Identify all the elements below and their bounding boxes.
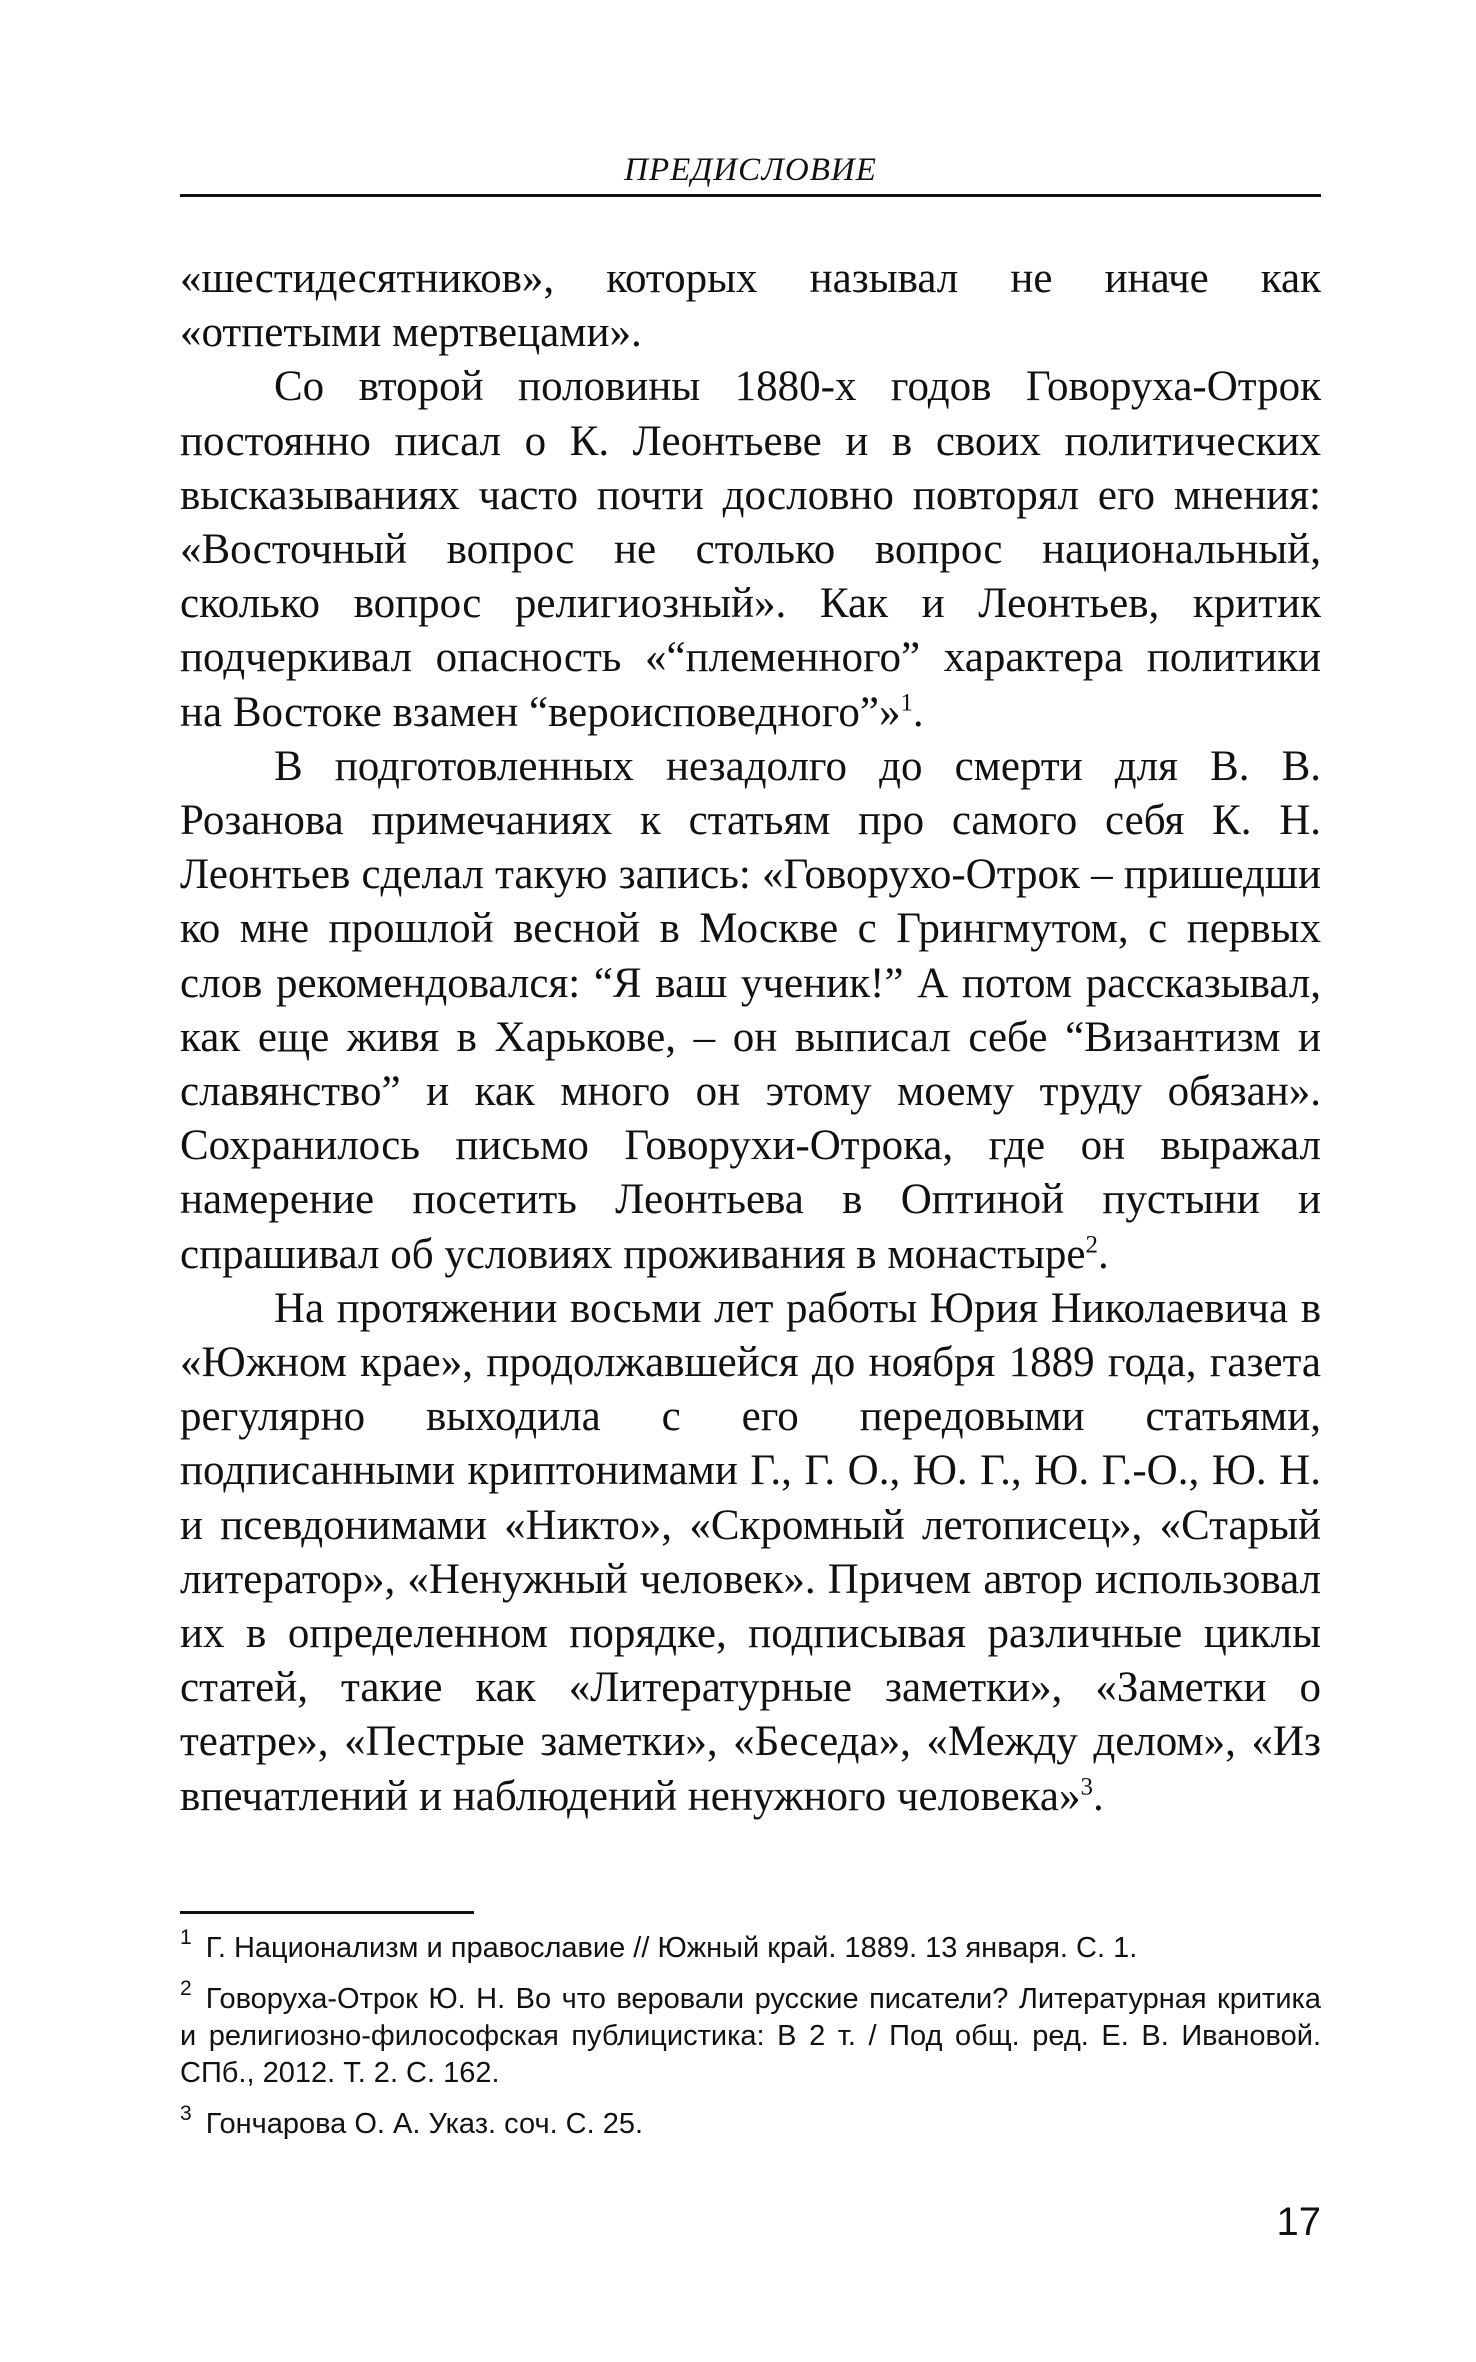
footnote-3 [180, 2102, 1321, 2143]
footnote-text: Г. Национализм и православие // Южный край. 1889. 13 января. С. 1. [205, 1932, 1138, 1964]
paragraph-2 [180, 360, 1321, 739]
page-number: 17 [1276, 2200, 1321, 2244]
paragraph-2-tail: . [912, 688, 924, 736]
footnote-text: Говоруха-Отрок Ю. Н. Во что веровали русские писатели? Литературная критика и религиозно-философская публицистика: В 2 т. / Под общ. ред. Е. В. Ивановой. СПб., 2012. Т. 2. С. 162. [180, 1983, 1321, 2089]
footnote-text: Гончарова О. А. Указ. соч. С. 25. [205, 2108, 644, 2140]
footnotes-section [180, 1926, 1321, 2157]
main-text [180, 252, 1321, 1824]
running-header: ПРЕДИСЛОВИЕ [624, 152, 877, 188]
footnote-number: 1 [180, 1926, 192, 1950]
footnote-ref-3[interactable]: 3 [1080, 1773, 1093, 1801]
footnote-number: 3 [180, 2102, 192, 2126]
paragraph-2-text: Со второй половины 1880-х годов Говоруха-Отрок постоянно писал о К. Леонтьеве и в своих политических высказываниях часто почти дословно повторял его мнения: «Восточный вопрос не столько вопрос национальный, сколько вопрос религиозный». Как и Леонтьев, критик подчеркивал опасность «“племенного” характера политики на Востоке взамен “вероисповедного”» [180, 363, 1321, 736]
footnote-ref-2[interactable]: 2 [1085, 1231, 1098, 1259]
paragraph-3 [180, 740, 1321, 1282]
paragraph-4-text: На протяжении восьми лет работы Юрия Николаевича в «Южном крае», продолжавшейся до ноября 1889 года, газета регулярно выходила с его передовыми статьями, подписанными криптонимами Г., Г. О., Ю. Г., Ю. Г.-О., Ю. Н. и псевдонимами «Никто», «Скромный летописец», «Старый литератор», «Ненужный человек». Причем автор использовал их в определенном порядке, подписывая различные циклы статей, такие как «Литературные заметки», «Заметки о театре», «Пестрые заметки», «Беседа», «Между делом», «Из впечатлений и наблюдений ненужного человека» [180, 1284, 1321, 1820]
paragraph-3-text: В подготовленных незадолго до смерти для В. В. Розанова примечаниях к статьям про самого себя К. Н. Леонтьев сделал такую запись: «Говорухо-Отрок – пришедши ко мне прошлой весной в Москве с Грингмутом, с первых слов рекомендовался: “Я ваш ученик!” А потом рассказывал, как еще живя в Харькове, – он выписал себе “Византизм и славянство” и как много он этому моему труду обязан». Сохранилось письмо Говорухи-Отрока, где он выражал намерение посетить Леонтьева в Оптиной пустыни и спрашивал об условиях проживания в монастыре [180, 742, 1321, 1278]
paragraph-3-tail: . [1097, 1230, 1109, 1278]
paragraph-4 [180, 1282, 1321, 1824]
footnote-2 [180, 1977, 1321, 2092]
footnote-divider [180, 1911, 474, 1914]
paragraph-4-tail: . [1092, 1772, 1104, 1820]
paragraph-1 [180, 252, 1321, 360]
footnote-number: 2 [180, 1977, 192, 2001]
paragraph-1-text: «шестидесятников», которых называл не иначе как «отпетыми мертвецами». [180, 255, 1321, 357]
footnote-ref-1[interactable]: 1 [900, 689, 913, 717]
footnote-1 [180, 1926, 1321, 1967]
header-divider [180, 194, 1321, 197]
